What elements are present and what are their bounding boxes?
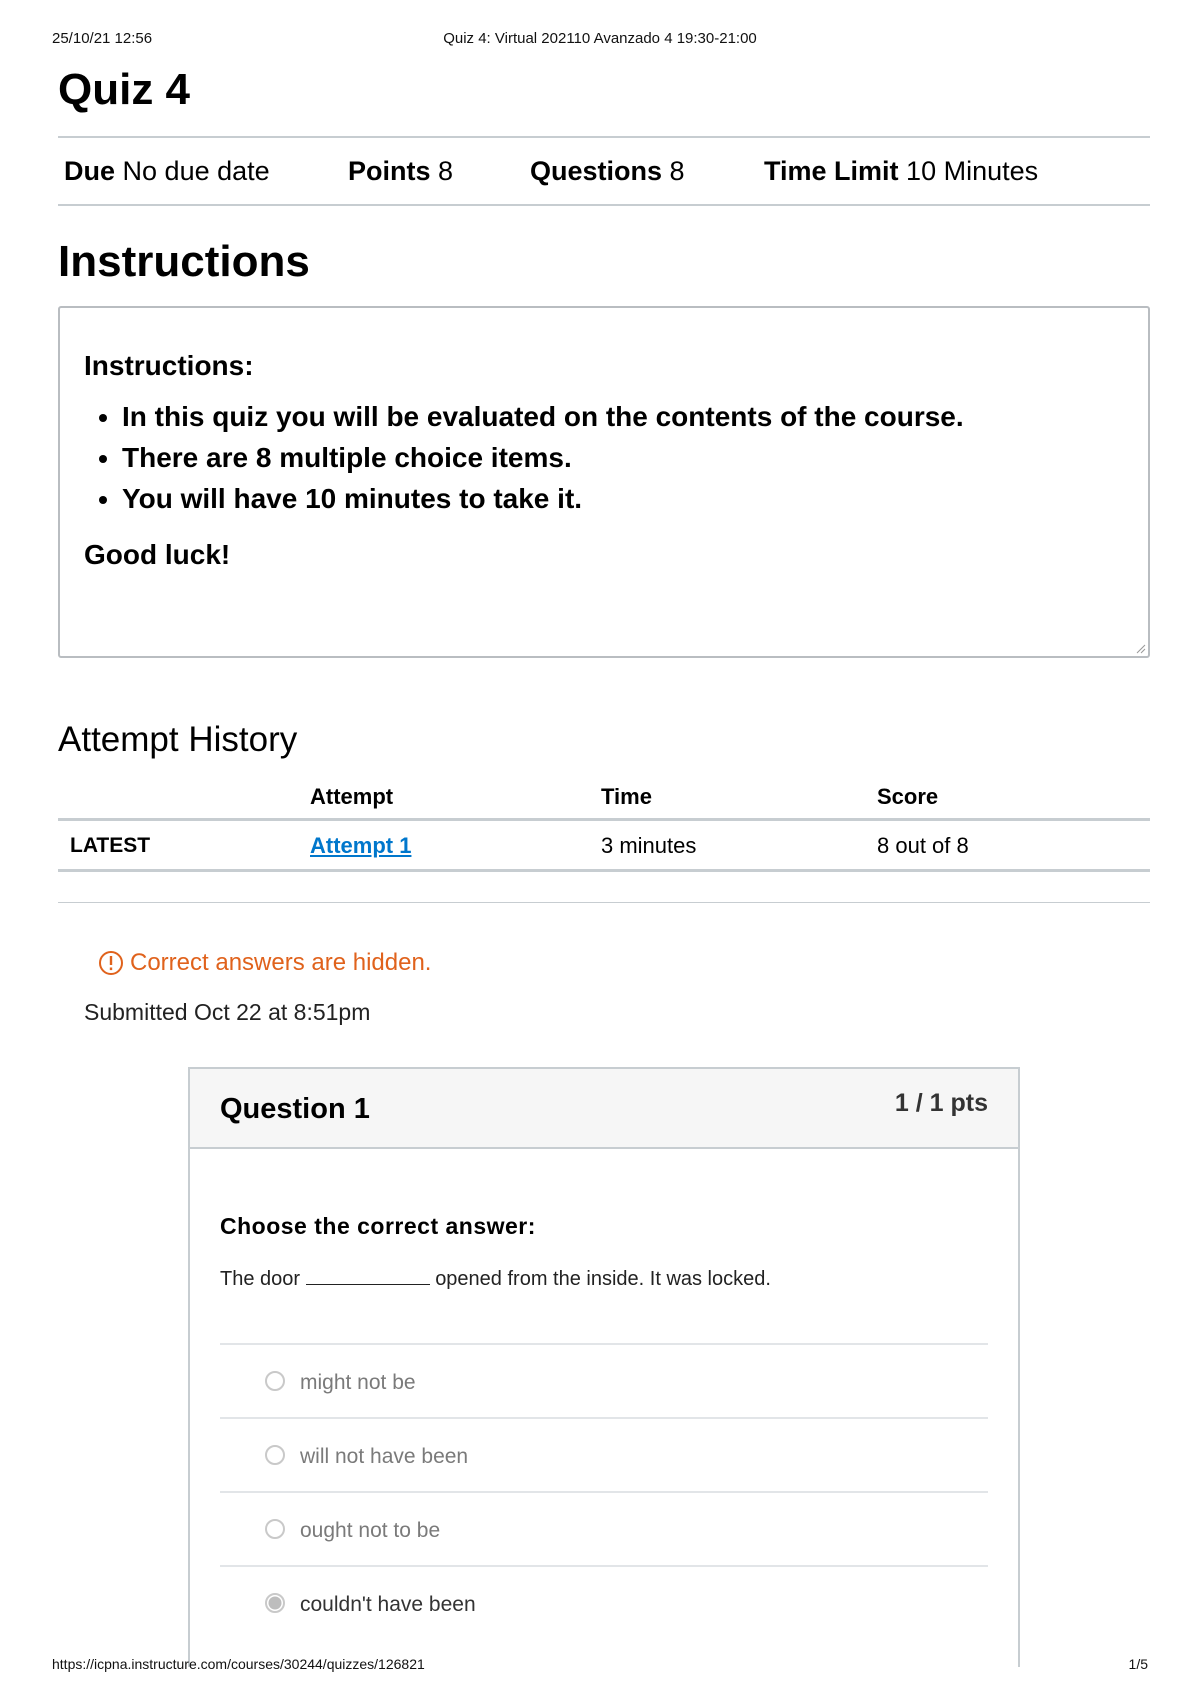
answer-label: couldn't have been bbox=[300, 1593, 476, 1616]
column-header-tag bbox=[58, 784, 310, 820]
detail-time-limit-label: Time Limit bbox=[764, 156, 899, 186]
instructions-heading: Instructions bbox=[58, 237, 310, 286]
answer-label: ought not to be bbox=[300, 1519, 441, 1542]
attempt-score: 8 out of 8 bbox=[877, 820, 1150, 871]
detail-points bbox=[348, 156, 453, 187]
detail-due-value: No due date bbox=[122, 156, 270, 186]
table-header-row bbox=[58, 784, 1150, 820]
answer-option[interactable] bbox=[220, 1343, 988, 1417]
print-document-title: Quiz 4: Virtual 202110 Avanzado 4 19:30-21:00 bbox=[443, 30, 757, 47]
attempt-history-table bbox=[58, 784, 1150, 872]
submitted-timestamp: Submitted Oct 22 at 8:51pm bbox=[84, 999, 371, 1025]
instruction-item: • There are 8 multiple choice items. bbox=[122, 437, 1124, 478]
attempt-tag: LATEST bbox=[58, 820, 310, 871]
question-prompt: Choose the correct answer: bbox=[220, 1213, 536, 1239]
instructions-list bbox=[84, 396, 1124, 519]
question-text-after: opened from the inside. It was locked. bbox=[435, 1268, 771, 1290]
radio-unselected-icon[interactable] bbox=[264, 1370, 286, 1392]
attempt-cell bbox=[310, 820, 601, 871]
question-text-before: The door bbox=[220, 1268, 301, 1290]
print-url: https://icpna.instructure.com/courses/30244/quizzes/126821 bbox=[52, 1656, 425, 1672]
instructions-box-heading: Instructions: bbox=[84, 350, 254, 381]
detail-time-limit bbox=[764, 156, 1038, 187]
question-card bbox=[188, 1067, 1020, 1667]
detail-time-limit-value: 10 Minutes bbox=[906, 156, 1039, 186]
column-header-attempt: Attempt bbox=[310, 784, 601, 820]
radio-unselected-icon[interactable] bbox=[264, 1518, 286, 1540]
instructions-closing: Good luck! bbox=[84, 539, 231, 570]
question-body bbox=[190, 1149, 1018, 1639]
answers-hidden-text: Correct answers are hidden. bbox=[130, 949, 432, 976]
quiz-title: Quiz 4 bbox=[58, 65, 191, 114]
attempt-time: 3 minutes bbox=[601, 820, 877, 871]
answer-option[interactable] bbox=[220, 1491, 988, 1565]
warning-icon bbox=[98, 950, 124, 976]
radio-unselected-icon[interactable] bbox=[264, 1444, 286, 1466]
print-header bbox=[52, 30, 1148, 52]
answer-option-selected[interactable] bbox=[220, 1565, 988, 1639]
print-date: 25/10/21 12:56 bbox=[52, 30, 153, 47]
instructions-box bbox=[58, 306, 1150, 658]
print-footer bbox=[52, 1656, 1148, 1676]
resize-grip-icon[interactable] bbox=[1134, 642, 1146, 654]
detail-due-label: Due bbox=[64, 156, 116, 186]
answer-label: might not be bbox=[300, 1371, 416, 1394]
question-blank bbox=[306, 1270, 430, 1285]
column-header-score: Score bbox=[877, 784, 1150, 820]
question-points: 1 / 1 pts bbox=[894, 1089, 988, 1117]
answer-list bbox=[220, 1343, 988, 1639]
detail-due bbox=[64, 156, 270, 187]
question-header bbox=[190, 1069, 1018, 1149]
quiz-content bbox=[58, 64, 1150, 1026]
radio-selected-icon[interactable] bbox=[264, 1592, 286, 1614]
answer-option[interactable] bbox=[220, 1417, 988, 1491]
answers-hidden-notice bbox=[98, 949, 1150, 977]
attempt-history-heading: Attempt History bbox=[58, 720, 298, 759]
quiz-details bbox=[58, 136, 1150, 206]
table-row bbox=[58, 820, 1150, 871]
detail-points-value: 8 bbox=[438, 156, 454, 186]
attempt-link[interactable]: Attempt 1 bbox=[310, 833, 412, 858]
answer-label: will not have been bbox=[300, 1445, 469, 1468]
instruction-item: • You will have 10 minutes to take it. bbox=[122, 478, 1124, 519]
print-page-number: 1/5 bbox=[1128, 1656, 1148, 1672]
detail-points-label: Points bbox=[348, 156, 431, 186]
section-divider bbox=[58, 902, 1150, 903]
instruction-item: • In this quiz you will be evaluated on the contents of the course. bbox=[122, 396, 1124, 437]
detail-questions bbox=[530, 156, 685, 187]
detail-questions-value: 8 bbox=[669, 156, 685, 186]
question-text bbox=[220, 1268, 988, 1291]
column-header-time: Time bbox=[601, 784, 877, 820]
question-title: Question 1 bbox=[220, 1093, 370, 1125]
detail-questions-label: Questions bbox=[530, 156, 663, 186]
